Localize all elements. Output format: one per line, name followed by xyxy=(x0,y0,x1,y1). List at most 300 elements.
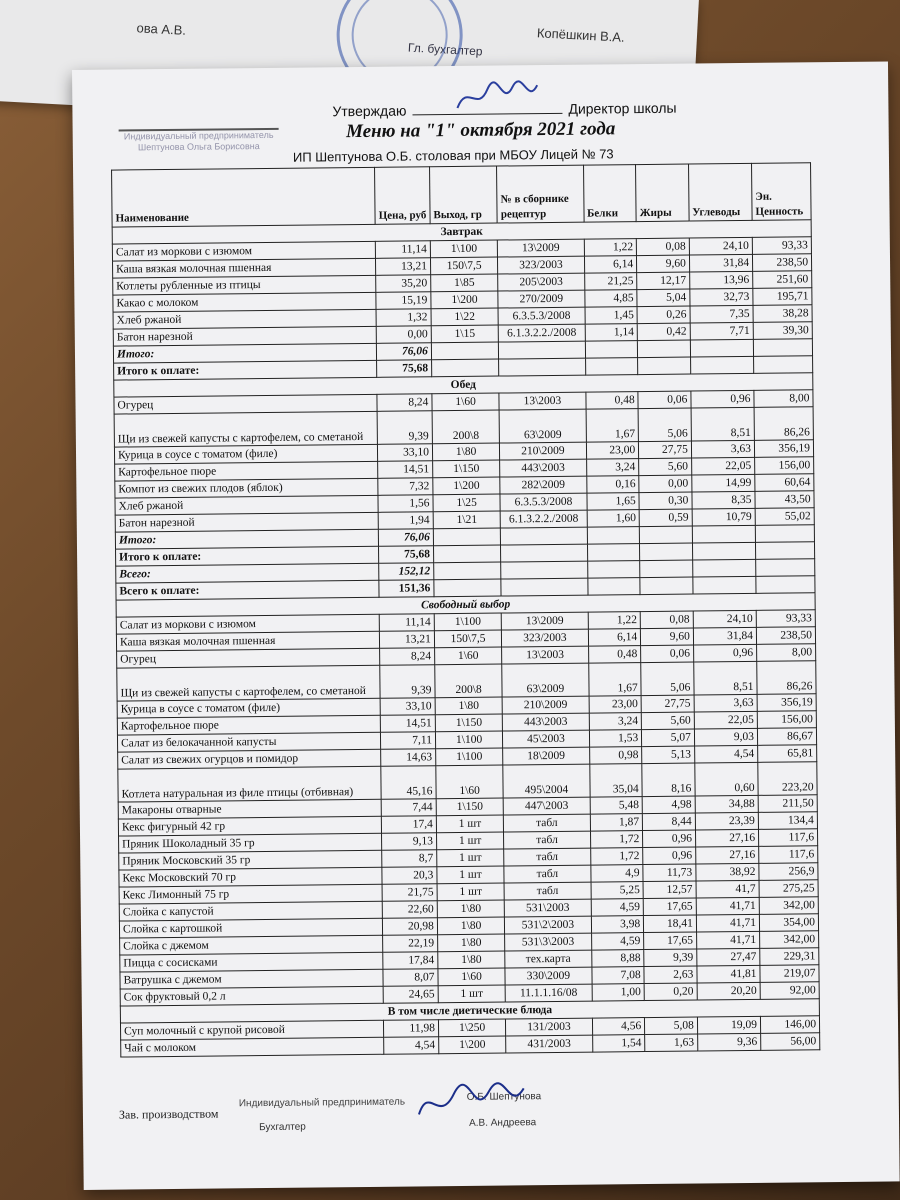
item-carbs: 23,39 xyxy=(695,812,758,830)
item-protein: 1,45 xyxy=(585,307,638,325)
item-fat: 0,06 xyxy=(641,645,694,663)
item-name: Щи из свежей капусты с картофелем, со сметаной xyxy=(114,411,378,447)
item-name: Картофельное пюре xyxy=(117,715,380,735)
item-output: 1\150 xyxy=(433,460,501,478)
item-protein: 4,85 xyxy=(584,290,637,308)
item-energy: 342,00 xyxy=(759,897,818,915)
item-carbs: 32,73 xyxy=(690,288,753,306)
item-carbs: 8,51 xyxy=(694,661,757,695)
item-recipe: 443\2003 xyxy=(503,713,589,731)
item-recipe: 531\3\2003 xyxy=(505,933,591,951)
item-protein: 5,25 xyxy=(591,882,644,900)
item-output: 1 шт xyxy=(436,815,504,833)
item-recipe: табл xyxy=(504,865,590,883)
item-output xyxy=(433,545,501,563)
item-name: Хлеб ржаной xyxy=(113,309,376,329)
item-name: Какао с молоком xyxy=(113,292,376,312)
item-energy: 219,07 xyxy=(760,965,819,983)
item-price: 17,4 xyxy=(382,816,437,834)
item-protein: 7,08 xyxy=(592,967,645,985)
item-price: 20,3 xyxy=(382,867,437,885)
item-carbs: 34,88 xyxy=(695,795,758,813)
item-energy: 256,9 xyxy=(759,863,818,881)
item-energy: 86,67 xyxy=(757,728,816,746)
item-output: 150\7,5 xyxy=(430,257,498,275)
item-name: Слойка с джемом xyxy=(120,935,383,955)
item-recipe: 270/2009 xyxy=(498,290,584,308)
item-recipe xyxy=(499,358,585,376)
item-protein: 4,56 xyxy=(592,1018,645,1036)
item-carbs: 41,71 xyxy=(696,914,759,932)
item-name: Итого: xyxy=(113,343,376,363)
item-price: 33,10 xyxy=(378,444,433,462)
item-energy: 93,33 xyxy=(752,237,811,255)
item-energy: 229,31 xyxy=(760,948,819,966)
item-name: Батон нарезной xyxy=(113,326,376,346)
item-fat: 5,06 xyxy=(641,662,694,696)
item-price: 22,60 xyxy=(382,901,437,919)
item-fat: 12,17 xyxy=(637,272,690,290)
item-fat: 5,07 xyxy=(642,729,695,747)
col-header: Цена, руб xyxy=(375,167,430,225)
item-carbs: 41,7 xyxy=(696,880,759,898)
col-header: Наименование xyxy=(112,167,376,227)
item-recipe: 282\2009 xyxy=(500,476,586,494)
page-title: Меню на "1" октября 2021 года xyxy=(345,118,616,143)
item-recipe: 18\2009 xyxy=(503,747,589,765)
item-name: Кекс Московский 70 гр xyxy=(119,867,382,887)
item-carbs: 4,54 xyxy=(694,745,757,763)
back-sheet-right-name: Копёшкин В.А. xyxy=(536,25,626,45)
col-header: № в сборнике рецептур xyxy=(497,165,584,223)
item-name: Пряник Шоколадный 35 гр xyxy=(119,833,382,853)
item-protein: 6,14 xyxy=(588,629,641,647)
item-output: 1\22 xyxy=(431,308,499,326)
item-price: 152,12 xyxy=(379,563,434,581)
item-energy xyxy=(754,356,813,374)
item-protein: 1,54 xyxy=(592,1035,645,1053)
item-name: Итого: xyxy=(115,529,378,549)
item-recipe: тех.карта xyxy=(505,950,591,968)
item-name: Картофельное пюре xyxy=(115,461,378,481)
item-name: Салат из моркови с изюмом xyxy=(112,241,375,261)
item-carbs: 41,81 xyxy=(697,965,760,983)
item-price: 151,36 xyxy=(379,580,434,598)
item-energy: 56,00 xyxy=(761,1033,820,1051)
page-subtitle: ИП Шептунова О.Б. столовая при МБОУ Лицей № 73 xyxy=(292,146,614,165)
item-name: Компот из свежих плодов (яблок) xyxy=(115,478,378,498)
item-carbs: 3,63 xyxy=(694,694,757,712)
item-fat: 11,73 xyxy=(643,864,696,882)
item-name: Ватрушка с джемом xyxy=(120,969,383,989)
col-header: Выход, гр xyxy=(429,166,497,224)
item-name: Чай с молоком xyxy=(121,1037,384,1057)
item-carbs: 27,47 xyxy=(697,948,760,966)
item-price: 11,98 xyxy=(384,1020,439,1038)
item-price: 76,06 xyxy=(377,343,432,361)
section-title: Завтрак xyxy=(112,220,811,244)
item-energy: 223,20 xyxy=(758,762,817,796)
item-name: Кекс фигурный 42 гр xyxy=(118,816,381,836)
accountant-label: Бухгалтер xyxy=(259,1121,306,1134)
item-recipe: 431/2003 xyxy=(506,1035,592,1053)
item-fat: 0,20 xyxy=(644,983,697,1001)
item-fat: 17,65 xyxy=(643,898,696,916)
item-name: Всего к оплате: xyxy=(116,580,379,600)
item-output: 1\200 xyxy=(439,1036,507,1054)
item-energy: 356,19 xyxy=(757,694,816,712)
item-protein: 1,72 xyxy=(590,848,643,866)
item-carbs: 9,36 xyxy=(697,1033,760,1051)
item-price: 8,07 xyxy=(383,969,438,987)
item-price: 75,68 xyxy=(379,546,434,564)
menu-table-body xyxy=(112,220,820,1057)
signatures-footer xyxy=(118,1091,839,1134)
approve-role: Директор школы xyxy=(568,99,677,117)
item-protein: 23,00 xyxy=(589,696,642,714)
item-energy: 39,30 xyxy=(753,322,812,340)
item-output: 1\80 xyxy=(438,951,506,969)
item-output: 200\8 xyxy=(435,664,503,698)
item-fat xyxy=(640,560,693,578)
item-price: 75,68 xyxy=(377,360,432,378)
item-fat: 27,75 xyxy=(639,441,692,459)
item-recipe: 205\2003 xyxy=(498,273,584,291)
item-price: 8,24 xyxy=(377,394,432,412)
item-fat: 9,60 xyxy=(641,628,694,646)
item-energy: 275,25 xyxy=(759,880,818,898)
item-protein: 23,00 xyxy=(586,442,639,460)
item-output: 1\25 xyxy=(433,494,501,512)
item-price: 45,16 xyxy=(381,766,436,800)
item-recipe: табл xyxy=(504,848,590,866)
item-name: Курица в соусе с томатом (филе) xyxy=(117,698,380,718)
item-carbs: 22,05 xyxy=(691,457,754,475)
item-recipe xyxy=(501,561,587,579)
item-protein: 1,67 xyxy=(586,409,639,443)
head-name: О.Б. Шептунова xyxy=(466,1091,542,1103)
item-name: Сок фруктовый 0,2 л xyxy=(120,986,383,1006)
item-carbs: 9,03 xyxy=(694,728,757,746)
item-protein: 0,16 xyxy=(586,476,639,494)
item-carbs: 8,35 xyxy=(692,491,755,509)
item-fat xyxy=(640,543,693,561)
item-carbs xyxy=(690,339,753,357)
item-output: 1\100 xyxy=(430,240,498,258)
item-carbs: 31,84 xyxy=(693,627,756,645)
item-energy: 117,6 xyxy=(758,829,817,847)
item-price: 35,20 xyxy=(376,275,431,293)
item-fat: 18,41 xyxy=(644,915,697,933)
head-label: Зав. производством xyxy=(118,1106,219,1122)
item-protein: 1,87 xyxy=(590,814,643,832)
item-price: 0,00 xyxy=(376,326,431,344)
item-energy: 8,00 xyxy=(754,390,813,408)
item-price: 7,44 xyxy=(381,799,436,817)
item-fat xyxy=(640,526,693,544)
col-header: Белки xyxy=(583,165,636,223)
item-price: 1,32 xyxy=(376,309,431,327)
item-recipe: 210\2009 xyxy=(500,442,586,460)
item-price: 9,13 xyxy=(382,833,437,851)
item-protein: 1,53 xyxy=(589,730,642,748)
item-name: Салат из моркови с изюмом xyxy=(116,614,379,634)
item-protein: 3,24 xyxy=(589,713,642,731)
item-protein: 4,9 xyxy=(590,865,643,883)
item-protein: 1,60 xyxy=(587,510,640,528)
item-output: 1\150 xyxy=(436,798,504,816)
item-protein: 1,22 xyxy=(584,239,637,257)
item-fat: 4,98 xyxy=(642,796,695,814)
item-energy: 251,60 xyxy=(753,271,812,289)
item-recipe: 11.1.1.16/08 xyxy=(505,984,591,1002)
item-price: 33,10 xyxy=(380,698,435,716)
item-protein: 0,48 xyxy=(588,646,641,664)
item-fat: 0,30 xyxy=(639,492,692,510)
item-protein xyxy=(587,527,640,545)
accountant-name: А.В. Андреева xyxy=(468,1117,537,1129)
approve-label: Утверждаю xyxy=(332,102,407,120)
item-fat: 0,42 xyxy=(637,323,690,341)
item-protein: 8,88 xyxy=(591,950,644,968)
item-fat: 27,75 xyxy=(641,695,694,713)
item-protein: 1,22 xyxy=(588,612,641,630)
item-output: 1\80 xyxy=(437,900,505,918)
item-carbs xyxy=(693,576,756,594)
item-carbs: 20,20 xyxy=(697,982,760,1000)
item-carbs: 24,10 xyxy=(689,237,752,255)
item-recipe: 443\2003 xyxy=(500,459,586,477)
item-price: 9,39 xyxy=(380,665,435,699)
item-recipe: 13\2009 xyxy=(501,612,587,630)
item-protein: 1,00 xyxy=(592,984,645,1002)
item-energy: 117,6 xyxy=(759,846,818,864)
item-energy xyxy=(755,542,814,560)
col-header: Эн. Ценность xyxy=(751,163,811,221)
item-carbs: 7,35 xyxy=(690,305,753,323)
item-name: Огурец xyxy=(117,648,380,668)
item-carbs: 31,84 xyxy=(689,254,752,272)
item-name: Каша вязкая молочная пшенная xyxy=(116,631,379,651)
item-price: 17,84 xyxy=(383,952,438,970)
item-carbs: 27,16 xyxy=(695,846,758,864)
item-energy: 342,00 xyxy=(760,931,819,949)
item-energy: 146,00 xyxy=(760,1016,819,1034)
item-carbs: 0,60 xyxy=(695,762,758,796)
item-energy xyxy=(755,525,814,543)
item-name: Каша вязкая молочная пшенная xyxy=(113,258,376,278)
item-recipe: 210\2009 xyxy=(502,696,588,714)
item-recipe: 13\2009 xyxy=(498,239,584,257)
item-name: Итого к оплате: xyxy=(114,360,377,380)
item-output: 1 шт xyxy=(436,832,504,850)
item-protein: 1,65 xyxy=(587,493,640,511)
item-price: 11,14 xyxy=(375,241,430,259)
item-protein: 3,24 xyxy=(586,459,639,477)
item-output: 1\21 xyxy=(433,511,501,529)
item-protein: 1,67 xyxy=(588,663,641,697)
item-price: 4,54 xyxy=(384,1037,439,1055)
item-fat: 9,39 xyxy=(644,949,697,967)
item-carbs xyxy=(690,356,753,374)
item-recipe: 13\2003 xyxy=(502,646,588,664)
item-fat: 5,60 xyxy=(639,458,692,476)
item-fat: 0,96 xyxy=(643,847,696,865)
item-carbs: 13,96 xyxy=(689,271,752,289)
item-energy: 134,4 xyxy=(758,812,817,830)
item-fat: 0,08 xyxy=(636,238,689,256)
item-name: Котлета натуральная из филе птицы (отбивная) xyxy=(118,766,382,802)
item-output: 1\80 xyxy=(437,917,505,935)
item-carbs: 24,10 xyxy=(693,610,756,628)
item-price: 8,24 xyxy=(380,648,435,666)
item-recipe: 45\2003 xyxy=(503,730,589,748)
item-recipe xyxy=(501,578,587,596)
item-recipe: табл xyxy=(504,814,590,832)
item-carbs: 0,96 xyxy=(693,644,756,662)
item-recipe: 6.3.5.3/2008 xyxy=(500,493,586,511)
item-fat xyxy=(638,340,691,358)
item-output: 150\7,5 xyxy=(434,630,502,648)
item-output: 1 шт xyxy=(438,985,506,1003)
item-output: 1\100 xyxy=(435,731,503,749)
item-price: 14,51 xyxy=(380,715,435,733)
item-protein: 21,25 xyxy=(584,273,637,291)
item-fat: 0,00 xyxy=(639,475,692,493)
footer-signature xyxy=(409,1073,530,1134)
item-name: Итого к оплате: xyxy=(116,546,379,566)
item-carbs: 19,09 xyxy=(697,1016,760,1034)
item-carbs: 14,99 xyxy=(692,474,755,492)
item-fat: 5,04 xyxy=(637,289,690,307)
item-name: Батон нарезной xyxy=(115,512,378,532)
item-price: 14,63 xyxy=(381,749,436,767)
item-fat: 0,06 xyxy=(638,391,691,409)
item-fat: 5,06 xyxy=(638,408,691,442)
item-output: 1\100 xyxy=(434,613,502,631)
item-energy: 43,50 xyxy=(755,491,814,509)
item-output: 1 шт xyxy=(437,849,505,867)
item-protein: 0,48 xyxy=(585,392,638,410)
table-header-row xyxy=(112,163,812,227)
corner-stamp: Индивидуальный предприниматель Шептунова Ольга Борисовна xyxy=(119,128,280,190)
item-output: 1\60 xyxy=(436,765,504,799)
item-output: 1\200 xyxy=(431,291,499,309)
item-carbs: 38,92 xyxy=(696,863,759,881)
item-name: Хлеб ржаной xyxy=(115,495,378,515)
item-recipe: 6.1.3.2.2./2008 xyxy=(498,324,584,342)
item-energy: 55,02 xyxy=(755,508,814,526)
item-protein xyxy=(587,578,640,596)
section-title: В том числе диетические блюда xyxy=(120,999,819,1023)
item-output: 1\60 xyxy=(434,647,502,665)
item-name: Курица в соусе с томатом (филе) xyxy=(114,444,377,464)
item-protein: 0,98 xyxy=(589,747,642,765)
item-name: Котлеты рубленные из птицы xyxy=(113,275,376,295)
item-recipe: 531\2\2003 xyxy=(505,916,591,934)
item-carbs xyxy=(692,542,755,560)
col-header: Углеводы xyxy=(688,163,752,221)
item-fat: 8,16 xyxy=(642,763,695,797)
item-fat: 12,57 xyxy=(643,881,696,899)
item-recipe: 63\2009 xyxy=(499,409,586,443)
item-recipe: 323/2003 xyxy=(502,629,588,647)
item-output xyxy=(433,528,501,546)
item-output: 1\15 xyxy=(431,325,499,343)
item-energy: 86,26 xyxy=(757,661,816,695)
item-carbs: 22,05 xyxy=(694,711,757,729)
item-carbs xyxy=(692,559,755,577)
item-recipe: 531\2003 xyxy=(504,899,590,917)
item-recipe: 131/2003 xyxy=(506,1018,592,1036)
item-name: Щи из свежей капусты с картофелем, со сметаной xyxy=(117,665,381,701)
item-protein xyxy=(585,341,638,359)
item-price: 1,56 xyxy=(378,495,433,513)
item-fat: 1,63 xyxy=(645,1034,698,1052)
item-energy: 65,81 xyxy=(758,745,817,763)
item-output xyxy=(434,579,502,597)
item-price: 15,19 xyxy=(376,292,431,310)
item-recipe: 330\2009 xyxy=(505,967,591,985)
item-carbs: 41,71 xyxy=(696,931,759,949)
back-sheet-left-name: ова А.В. xyxy=(136,20,187,38)
item-fat: 5,13 xyxy=(642,746,695,764)
item-energy: 238,50 xyxy=(756,627,815,645)
item-output: 1\200 xyxy=(433,477,501,495)
item-recipe: 63\2009 xyxy=(502,663,589,697)
item-recipe: 323/2003 xyxy=(498,256,584,274)
item-energy: 38,28 xyxy=(753,305,812,323)
section-title: Свободный выбор xyxy=(116,593,815,617)
item-protein: 1,14 xyxy=(585,324,638,342)
menu-table-wrap xyxy=(111,162,820,1057)
item-output: 1\60 xyxy=(438,968,506,986)
item-output: 1\85 xyxy=(431,274,499,292)
item-carbs: 27,16 xyxy=(695,829,758,847)
back-sheet-role: Гл. бухгалтер xyxy=(407,40,483,59)
item-fat: 8,44 xyxy=(643,813,696,831)
item-recipe: табл xyxy=(504,831,590,849)
item-energy: 354,00 xyxy=(759,914,818,932)
item-name: Огурец xyxy=(114,394,377,414)
item-protein: 5,48 xyxy=(590,797,643,815)
item-price: 13,21 xyxy=(376,258,431,276)
item-fat: 2,63 xyxy=(644,966,697,984)
item-price: 1,94 xyxy=(378,512,433,530)
item-energy: 356,19 xyxy=(754,440,813,458)
item-energy: 93,33 xyxy=(756,610,815,628)
item-recipe xyxy=(501,527,587,545)
menu-table xyxy=(111,162,820,1057)
item-fat xyxy=(638,357,691,375)
item-fat: 0,96 xyxy=(643,830,696,848)
item-protein xyxy=(587,544,640,562)
item-price: 7,11 xyxy=(381,732,436,750)
item-output xyxy=(431,359,499,377)
menu-sheet xyxy=(72,61,900,1189)
item-carbs: 41,71 xyxy=(696,897,759,915)
item-price: 24,65 xyxy=(383,986,438,1004)
item-energy xyxy=(756,576,815,594)
director-signature xyxy=(452,77,542,118)
item-protein: 3,98 xyxy=(591,916,644,934)
item-price: 20,98 xyxy=(383,918,438,936)
item-recipe xyxy=(499,341,585,359)
item-energy: 92,00 xyxy=(760,982,819,1000)
item-fat: 0,59 xyxy=(639,509,692,527)
item-price: 22,19 xyxy=(383,935,438,953)
item-price: 21,75 xyxy=(382,884,437,902)
